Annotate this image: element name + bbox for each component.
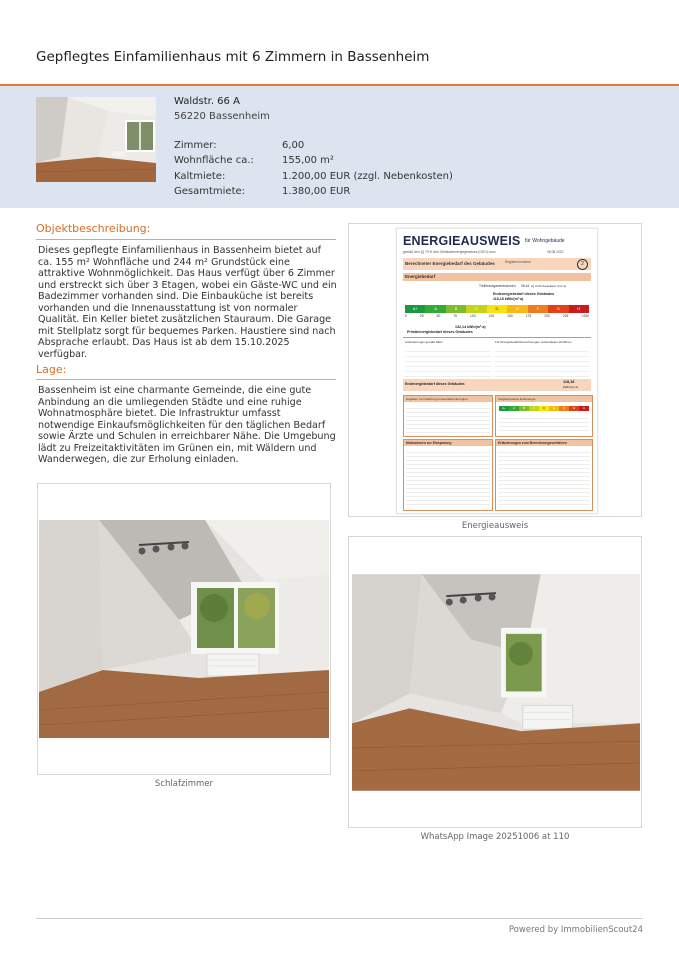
compare-class: A+	[499, 406, 509, 411]
powered-by: Powered by ImmobilienScout24	[508, 925, 643, 935]
energy-class-cell: G	[548, 305, 568, 313]
energy-scale-ticks	[405, 314, 589, 318]
energy-box-lines	[406, 405, 490, 433]
photo-frame-bedroom[interactable]	[37, 483, 331, 775]
compare-class: A	[509, 406, 519, 411]
energy-end-row-value: 118,18	[563, 380, 575, 384]
energy-class-cell: A	[425, 305, 445, 313]
energy-method-lines	[495, 347, 589, 377]
fact-value: 6,00	[282, 140, 305, 151]
whatsapp-caption: WhatsApp Image 20251006 at 110	[420, 832, 570, 842]
energy-doc-subtitle: für Wohngebäude	[525, 238, 565, 244]
energy-primary-label: Primärenergiebedarf dieses Gebäudes	[407, 330, 473, 334]
fact-value: 1.200,00 EUR (zzgl. Nebenkosten)	[282, 170, 453, 182]
energy-box-lines	[406, 449, 490, 507]
facts-table	[174, 140, 453, 201]
bedroom-photo	[39, 520, 329, 738]
fact-row	[174, 140, 453, 155]
compare-class: B	[519, 406, 529, 411]
location-heading: Lage:	[36, 363, 67, 376]
energy-class-cell: F	[528, 305, 548, 313]
energy-class-cell: A+	[405, 305, 425, 313]
bedroom-caption: Schlafzimmer	[154, 779, 214, 789]
energy-co2-value: 36,44	[521, 284, 530, 288]
energy-requirements-lines	[405, 347, 491, 377]
scale-tick: 125	[488, 314, 495, 318]
fact-value: 155,00 m²	[282, 155, 334, 167]
scale-tick: 200	[544, 314, 550, 318]
fact-row	[174, 186, 453, 201]
energy-box-measures	[403, 439, 493, 511]
energy-end-row-label: Endenergiebedarf dieses Gebäudes	[405, 382, 465, 386]
fact-row	[174, 155, 453, 170]
energy-bedarf-label: Energiebedarf	[405, 274, 436, 279]
footer-divider	[36, 918, 643, 919]
energy-reg-label: Registriernummer	[505, 260, 532, 264]
description-heading: Objektbeschreibung:	[36, 222, 151, 235]
energy-doc-title: ENERGIEAUSWEIS	[403, 234, 521, 248]
energy-box-lines	[498, 449, 590, 507]
energy-class-cell: E	[507, 305, 527, 313]
energy-box-lines	[499, 415, 589, 433]
energy-caption: Energieausweis	[461, 521, 529, 531]
city-address: 56220 Bassenheim	[174, 111, 270, 122]
energy-primary-value: 132,14 kWh/(m²·a)	[455, 325, 486, 329]
scale-tick: 0	[405, 314, 407, 318]
compare-class: E	[549, 406, 559, 411]
energy-co2-label: Treibhausgasemissionen	[479, 284, 516, 288]
scale-tick: 75	[453, 314, 457, 318]
scale-tick: 225	[562, 314, 569, 318]
energy-class-cell: C	[466, 305, 486, 313]
energy-date-line: gemäß den §§ 79 ff. des Gebäudeenergiegesetzes (GEG) vom¹	[403, 250, 497, 254]
energy-class-cell: H	[569, 305, 589, 313]
fact-label: Wohnfläche ca.:	[174, 155, 254, 167]
compare-class: D	[539, 406, 549, 411]
fact-label: Gesamtmiete:	[174, 185, 246, 197]
energy-co2-unit: kg CO2-Äquivalent /(m²·a)	[531, 284, 567, 288]
energy-requirements-area	[403, 337, 591, 384]
compare-class: F	[559, 406, 569, 411]
scale-tick: 50	[436, 314, 441, 318]
energy-date-value: 08.08.2020	[547, 250, 564, 254]
fact-label: Kaltmiete:	[174, 170, 226, 182]
energy-certificate-document	[396, 228, 598, 514]
energy-scale	[405, 305, 589, 313]
energy-section-title: Berechneter Energiebedarf des Gebäudes	[405, 261, 495, 266]
energy-requirements-label: Anforderungen gemäß GEG	[405, 340, 443, 344]
energy-box-explanation	[495, 439, 593, 511]
fact-label: Zimmer:	[174, 140, 217, 151]
location-divider	[36, 379, 336, 380]
energy-class-cell: D	[487, 305, 507, 313]
description-text: Dieses gepflegte Einfamilienhaus in Bassenheim bietet auf ca. 155 m² Wohnfläche und 244 m² Grundstück eine attraktive Wohnmöglichkeit. Das Haus verfügt über 6 Zimmer und erstreckt sich über 3 Etagen, wobei ein Gäste-WC und ein Badezimmer vorhanden sind. Die Einbauküche ist bereits vorhanden und die Innenausstattung ist von normaler Qualität. Ein Keller bietet zusätzlichen Stauraum. Die Garage mit Stellplatz sorgt für bequemes Parken. Haustiere sind nach Absprache erlaubt. Das Haus ist ab dem 15.10.2025 verfügbar.	[38, 245, 337, 360]
energy-end-value: 118,18 kWh/(m²·a)	[493, 297, 524, 301]
energy-end-row-unit: kWh/(m²·a)	[563, 385, 578, 389]
location-text: Bassenheim ist eine charmante Gemeinde, die eine gute Anbindung an die umliegenden Städte und eine ruhige Wohnatmosphäre bietet. Die Infrastruktur umfasst notwendige Einkaufsmöglichkeiten für den täglichen Bedarf sowie Ärzte und Schulen in erreichbarer Nähe. Die Umgebung lädt zu Freizeitaktivitäten im Grünen ein, mit Wäldern und Wanderwegen, die zur Erholung einladen.	[38, 385, 336, 465]
fact-row	[174, 171, 453, 186]
whatsapp-photo	[352, 574, 640, 791]
compare-class: H	[579, 406, 589, 411]
energy-certificate-frame[interactable]	[348, 223, 642, 517]
energy-end-row	[403, 379, 591, 391]
photo-frame-whatsapp[interactable]	[348, 536, 642, 828]
compare-class: G	[569, 406, 579, 411]
fact-value: 1.380,00 EUR	[282, 185, 351, 197]
energy-end-label: Endenergiebedarf dieses Gebäudes	[493, 292, 555, 296]
energy-compare-scale	[499, 406, 589, 411]
energy-method-label: Für Energiebedarfsberechnungen verwendetes Verfahren	[495, 340, 572, 344]
energy-class-cell: B	[446, 305, 466, 313]
description-divider	[36, 239, 336, 240]
scale-tick: 150	[507, 314, 513, 318]
scale-tick: >250	[581, 314, 589, 318]
energy-box-renewables	[403, 395, 493, 437]
energy-box-title: Vergleichswerte Endenergie	[496, 396, 592, 402]
scale-tick: 175	[525, 314, 532, 318]
page-title: Gepflegtes Einfamilienhaus mit 6 Zimmern in Bassenheim	[36, 49, 430, 65]
energy-box-title: Angaben zum Nutzung erneuerbarer Energien	[404, 396, 492, 402]
energy-box-title: Maßnahmen zur Einsparung	[404, 440, 492, 446]
street-address: Waldstr. 66 A	[174, 96, 240, 107]
scale-tick: 100	[470, 314, 476, 318]
thumbnail-photo[interactable]	[36, 97, 156, 182]
energy-box-title: Erläuterungen zum Berechnungsverfahren	[496, 440, 592, 446]
compare-class: C	[529, 406, 539, 411]
energy-box-compare	[495, 395, 593, 437]
energy-page-number: 2	[577, 259, 588, 270]
scale-tick: 25	[419, 314, 424, 318]
